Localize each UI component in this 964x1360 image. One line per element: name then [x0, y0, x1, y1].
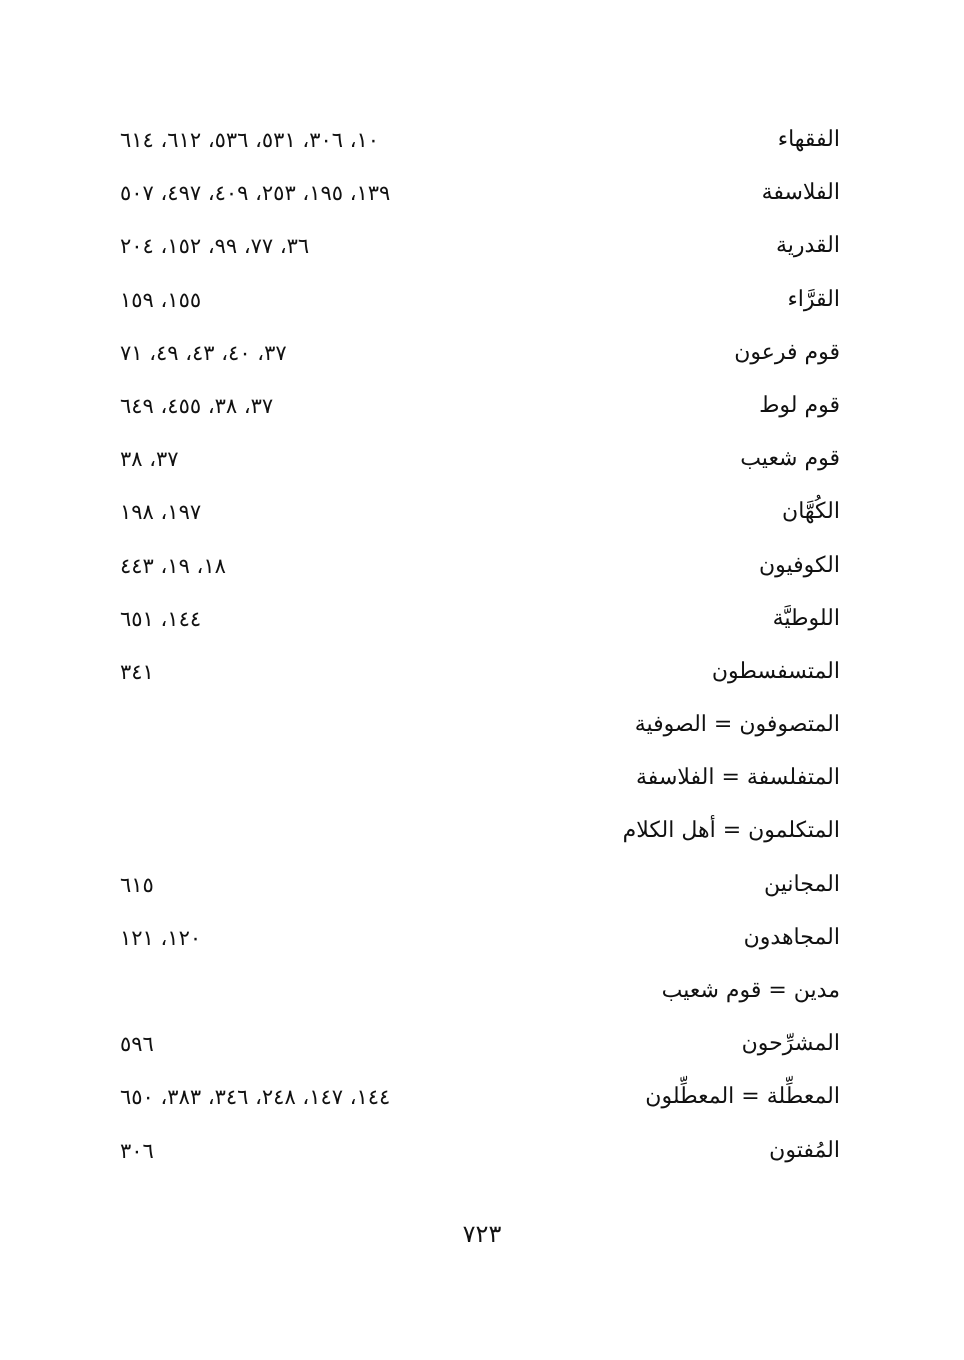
index-term: اللوطيَّة	[772, 605, 840, 631]
index-term: المتصوفون = الصوفية	[634, 712, 840, 738]
index-entry	[120, 965, 840, 1018]
index-term: قوم لوط	[759, 392, 840, 418]
index-entry	[120, 752, 840, 805]
page-references: ١٥٥، ١٥٩	[120, 287, 202, 312]
index-term: المجانين	[764, 871, 840, 897]
index-term: المتفلسفة = الفلاسفة	[636, 765, 840, 791]
index-entry	[120, 859, 840, 912]
index-term: المُفتون	[769, 1137, 840, 1163]
index-term: القدرية	[775, 233, 840, 259]
page-references: ٥٩٦	[120, 1032, 154, 1057]
index-term: القرَّاء	[787, 286, 840, 312]
index-term: الكوفيون	[758, 552, 840, 578]
page-references: ١٨، ١٩، ٤٤٣	[120, 553, 226, 578]
page-references: ٣٧، ٣٨	[120, 447, 179, 472]
index-term: المتسفسطون	[711, 658, 840, 684]
page-references: ٣٦، ٧٧، ٩٩، ١٥٢، ٢٠٤	[120, 234, 310, 259]
index-term: المشرِّحون	[741, 1031, 840, 1057]
page-references: ١٤٤، ١٤٧، ٢٤٨، ٣٤٦، ٣٨٣، ٦٥٠	[120, 1085, 391, 1110]
index-entry	[120, 540, 840, 593]
index-term: المجاهدون	[743, 924, 840, 950]
index-term: الفقهاء	[777, 127, 840, 152]
index-entry	[120, 1125, 840, 1178]
page-references: ٣٤١	[120, 659, 154, 684]
index-entry	[120, 327, 840, 380]
index-term: المعطِّلة = المعطِّلون	[645, 1084, 840, 1110]
page-references: ٣٧، ٣٨، ٤٥٥، ٦٤٩	[120, 393, 274, 418]
index-entry	[120, 1018, 840, 1071]
index-entry	[120, 220, 840, 273]
index-term: الفلاسفة	[761, 180, 840, 206]
page-references: ٣٠٦	[120, 1138, 154, 1163]
index-list	[120, 114, 840, 1178]
index-entry	[120, 699, 840, 752]
page-number: ٧٢٣	[462, 1220, 502, 1248]
index-term: قوم شعيب	[740, 446, 840, 472]
index-entry	[120, 486, 840, 539]
index-entry	[120, 805, 840, 858]
index-entry	[120, 433, 840, 486]
index-entry	[120, 167, 840, 220]
page-references: ١٣٩، ١٩٥، ٢٥٣، ٤٠٩، ٤٩٧، ٥٠٧	[120, 181, 391, 206]
page-references: ١٤٤، ٦٥١	[120, 606, 202, 631]
page-references: ٦١٥	[120, 872, 154, 897]
index-term: قوم فرعون	[734, 339, 840, 365]
index-entry	[120, 274, 840, 327]
index-entry	[120, 593, 840, 646]
index-entry	[120, 380, 840, 433]
index-term: الكُهَّان	[782, 499, 840, 525]
page-references: ٣٧، ٤٠، ٤٣، ٤٩، ٧١	[120, 340, 287, 365]
index-term: المتكلمون = أهل الكلام	[622, 818, 840, 844]
index-entry	[120, 912, 840, 965]
page-references: ١٩٧، ١٩٨	[120, 500, 202, 525]
page-references: ١٠، ٣٠٦، ٥٣١، ٥٣٦، ٦١٢، ٦١٤	[120, 128, 380, 152]
page-references: ١٢٠، ١٢١	[120, 925, 202, 950]
index-entry	[120, 646, 840, 699]
index-entry	[120, 114, 840, 167]
index-entry	[120, 1071, 840, 1124]
index-term: مدين = قوم شعيب	[661, 978, 840, 1003]
